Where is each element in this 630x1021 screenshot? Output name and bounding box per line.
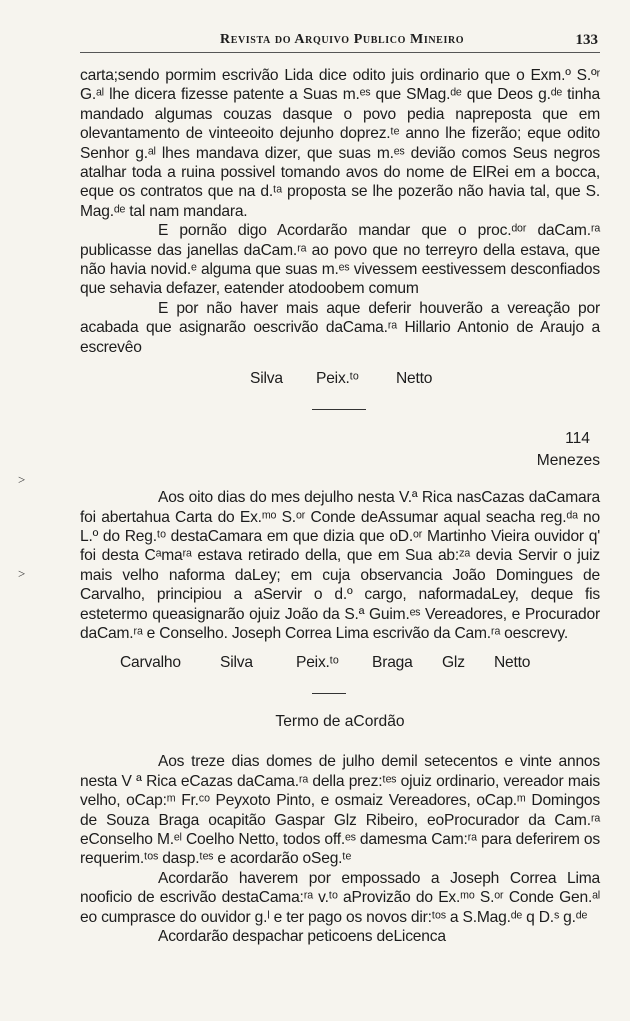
section-heading: Termo de aCordão xyxy=(275,713,405,731)
signature: Netto xyxy=(396,370,433,388)
paragraph: Acordarão despachar peticoens deLicenca xyxy=(158,928,446,945)
entry-number-value: 114 xyxy=(565,430,590,448)
signature: Netto xyxy=(494,654,531,672)
paragraph: E por não haver mais aque deferir houverão a vereação por acabada que asignarão oescrivão daCama.ʳᵃ Hillario Antonio de Araujo a escrevêo xyxy=(80,299,600,356)
margin-mark: > xyxy=(18,472,26,487)
signature: Peix.ᵗᵒ xyxy=(296,654,339,672)
paragraph: E pornão digo Acordarão mandar que o proc.ᵈᵒʳ daCam.ʳᵃ publicasse das janellas daCam.ʳᵃ ao povo que no terreyro della estava, que não havia novid.ᵉ alguma que suas m.ᵉˢ vivessem eestivessem desconfiados que sehavia defazer, eatender atodoobem comum xyxy=(80,222,600,298)
margin-mark: > xyxy=(18,566,26,581)
paragraph: Acordarão haverem por empossado a Joseph Correa Lima nooficio de escrivão destaCama:ʳᵃ v.ᵗᵒ aProvizão do Ex.ᵐᵒ S.ᵒʳ Conde Gen.ᵃˡ eo cumprasce do ouvidor g.ˡ e ter pago os novos dir:ᵗᵒˢ a S.Mag.ᵈᵉ q D.ˢ g.ᵈᵉ xyxy=(80,869,600,926)
paragraph: Aos oito dias do mes dejulho nesta V.ª Rica nasCazas daCamara foi abertahua Carta do Ex.ᵐᵒ S.ᵒʳ Conde deAssumar aqual seacha reg.ᵈᵃ no L.º do Reg.ᵗᵒ destaCamara em que dizia que oD.ᵒʳ Martinho Vieira ouvidor q' foi desta Cᵃmaʳᵃ estava retirado della, que em Sua ab:ᶻᵃ devia Servir o juiz mais velho naforma daLey; em cuja observancia João Domingues de Carvalho, principiou a aServir o d.º cargo, naformadaLey, deque fis estetermo queasignarão ojuiz João da S.ª Guim.ᵉˢ Vereadores, e Procurador daCam.ʳᵃ e Conselho. Joseph Correa Lima escrivão da Cam.ʳᵃ oescrevy. xyxy=(80,489,600,642)
signature-row xyxy=(80,369,600,389)
signature-row xyxy=(80,653,600,673)
section-divider xyxy=(312,693,346,694)
signature: Silva xyxy=(220,654,253,672)
signature: Carvalho xyxy=(120,654,181,672)
running-head xyxy=(80,30,600,53)
entry-number xyxy=(80,428,600,472)
signature: Peix.ᵗᵒ xyxy=(316,370,359,388)
signature: Glz xyxy=(442,654,465,672)
signature: Silva xyxy=(250,370,283,388)
paragraph: carta;sendo pormim escrivão Lida dice odito juis ordinario que o Exm.º S.ºʳ G.ᵃˡ lhe dicera fizesse patente a Suas m.ᵉˢ que SMag.ᵈᵉ que Deos g.ᵈᵉ tinha mandado algumas couzas dasque o povo pedia napreposta que em olevantamento de vinteeoito dejunho doprez.ᵗᵉ anno lhe fizerão; eque odito Senhor g.ᵃˡ lhes mandava dizer, que suas m.ᵉˢ devião comos Seus negros atalhar toda a ruina possivel tomando avos do nome de ElRei em a bocca, eque os contratos que na d.ᵗᵃ proposta se lhe pozerão não havia tal, que S. Mag.ᵈᵉ tal nam mandara. xyxy=(80,67,600,220)
running-title: Revista do Arquivo Publico Mineiro xyxy=(220,32,465,47)
page-number: 133 xyxy=(575,32,598,48)
entry-name: Menezes xyxy=(536,452,600,470)
document-body xyxy=(80,66,600,946)
signature: Braga xyxy=(372,654,413,672)
section-divider xyxy=(312,409,366,410)
paragraph: Aos treze dias domes de julho demil setecentos e vinte annos nesta V ª Rica eCazas daCama.ʳᵃ della prez:ᵗᵉˢ ojuiz ordinario, vereador mais velho, oCap:ᵐ Fr.ᶜᵒ Peyxoto Pinto, e osmaiz Vereadores, oCap.ᵐ Domingos de Souza Braga ocapitão Gaspar Glz Ribeiro, eoProcurador da Cam.ʳᵃ eConselho M.ᵉˡ Coelho Netto, todos off.ᵉˢ damesma Cam:ʳᵃ para deferirem os requerim.ᵗᵒˢ dasp.ᵗᵉˢ e acordarão oSeg.ᵗᵉ xyxy=(80,753,600,868)
